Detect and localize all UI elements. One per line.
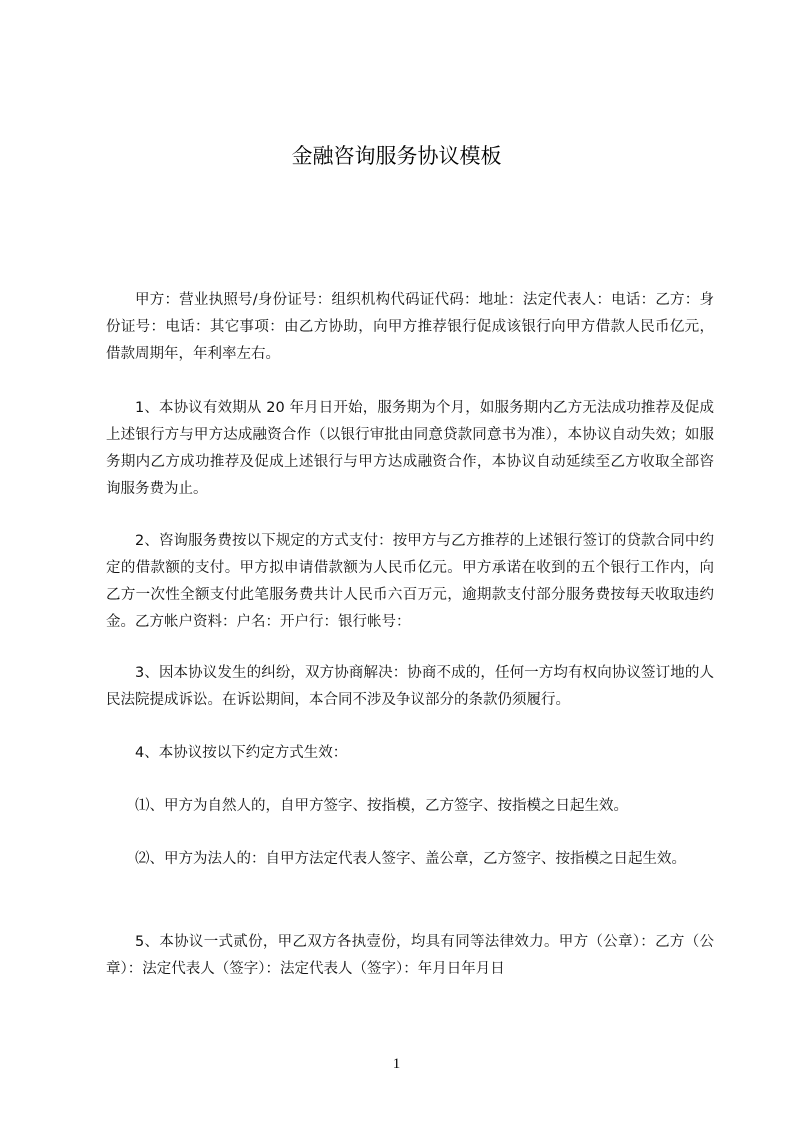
paragraph-clause-4-1: ⑴、甲方为自然人的，自甲方签字、按指模，乙方签字、按指模之日起生效。 [135, 798, 628, 814]
paragraph-clause-4-2: ⑵、甲方为法人的：自甲方法定代表人签字、盖公章，乙方签字、按指模之日起生效。 [135, 851, 686, 867]
document-title: 金融咨询服务协议模板 [291, 144, 502, 168]
paragraph-clause-5: 5、本协议一式贰份，甲乙双方各执壹份，均具有同等法律效力。甲方（公章）：乙方（公章）：法定代表人（签字）：法定代表人（签字）：年月日年月日 [106, 934, 714, 977]
paragraph-parties: 甲方：营业执照号/身份证号：组织机构代码证代码：地址：法定代表人：电话：乙方：身份证号：电话：其它事项：由乙方协助，向甲方推荐银行促成该银行向甲方借款人民币亿元，借款周期年，年利率左右。 [106, 292, 714, 362]
paragraph-clause-2: 2、咨询服务费按以下规定的方式支付：按甲方与乙方推荐的上述银行签订的贷款合同中约定的借款额的支付。甲方拟申请借款额为人民币亿元。甲方承诺在收到的五个银行工作内，向乙方一次性全额支付此笔服务费共计人民币六百万元，逾期款支付部分服务费按每天收取违约金。乙方帐户资料：户名：开户行：银行帐号： [106, 533, 714, 630]
paragraph-clause-1: 1、本协议有效期从 20 年月日开始，服务期为个月，如服务期内乙方无法成功推荐及促成上述银行方与甲方达成融资合作（以银行审批由同意贷款同意书为准），本协议自动失效；如服务期内乙方成功推荐及促成上述银行与甲方达成融资合作，本协议自动延续至乙方收取全部咨询服务费为止。 [106, 400, 714, 497]
paragraph-clause-4: 4、本协议按以下约定方式生效： [135, 745, 348, 761]
paragraph-clause-3: 3、因本协议发生的纠纷，双方协商解决：协商不成的，任何一方均有权向协议签订地的人民法院提成诉讼。在诉讼期间，本合同不涉及争议部分的条款仍须履行。 [106, 665, 714, 708]
page-number: 1 [392, 1056, 401, 1072]
